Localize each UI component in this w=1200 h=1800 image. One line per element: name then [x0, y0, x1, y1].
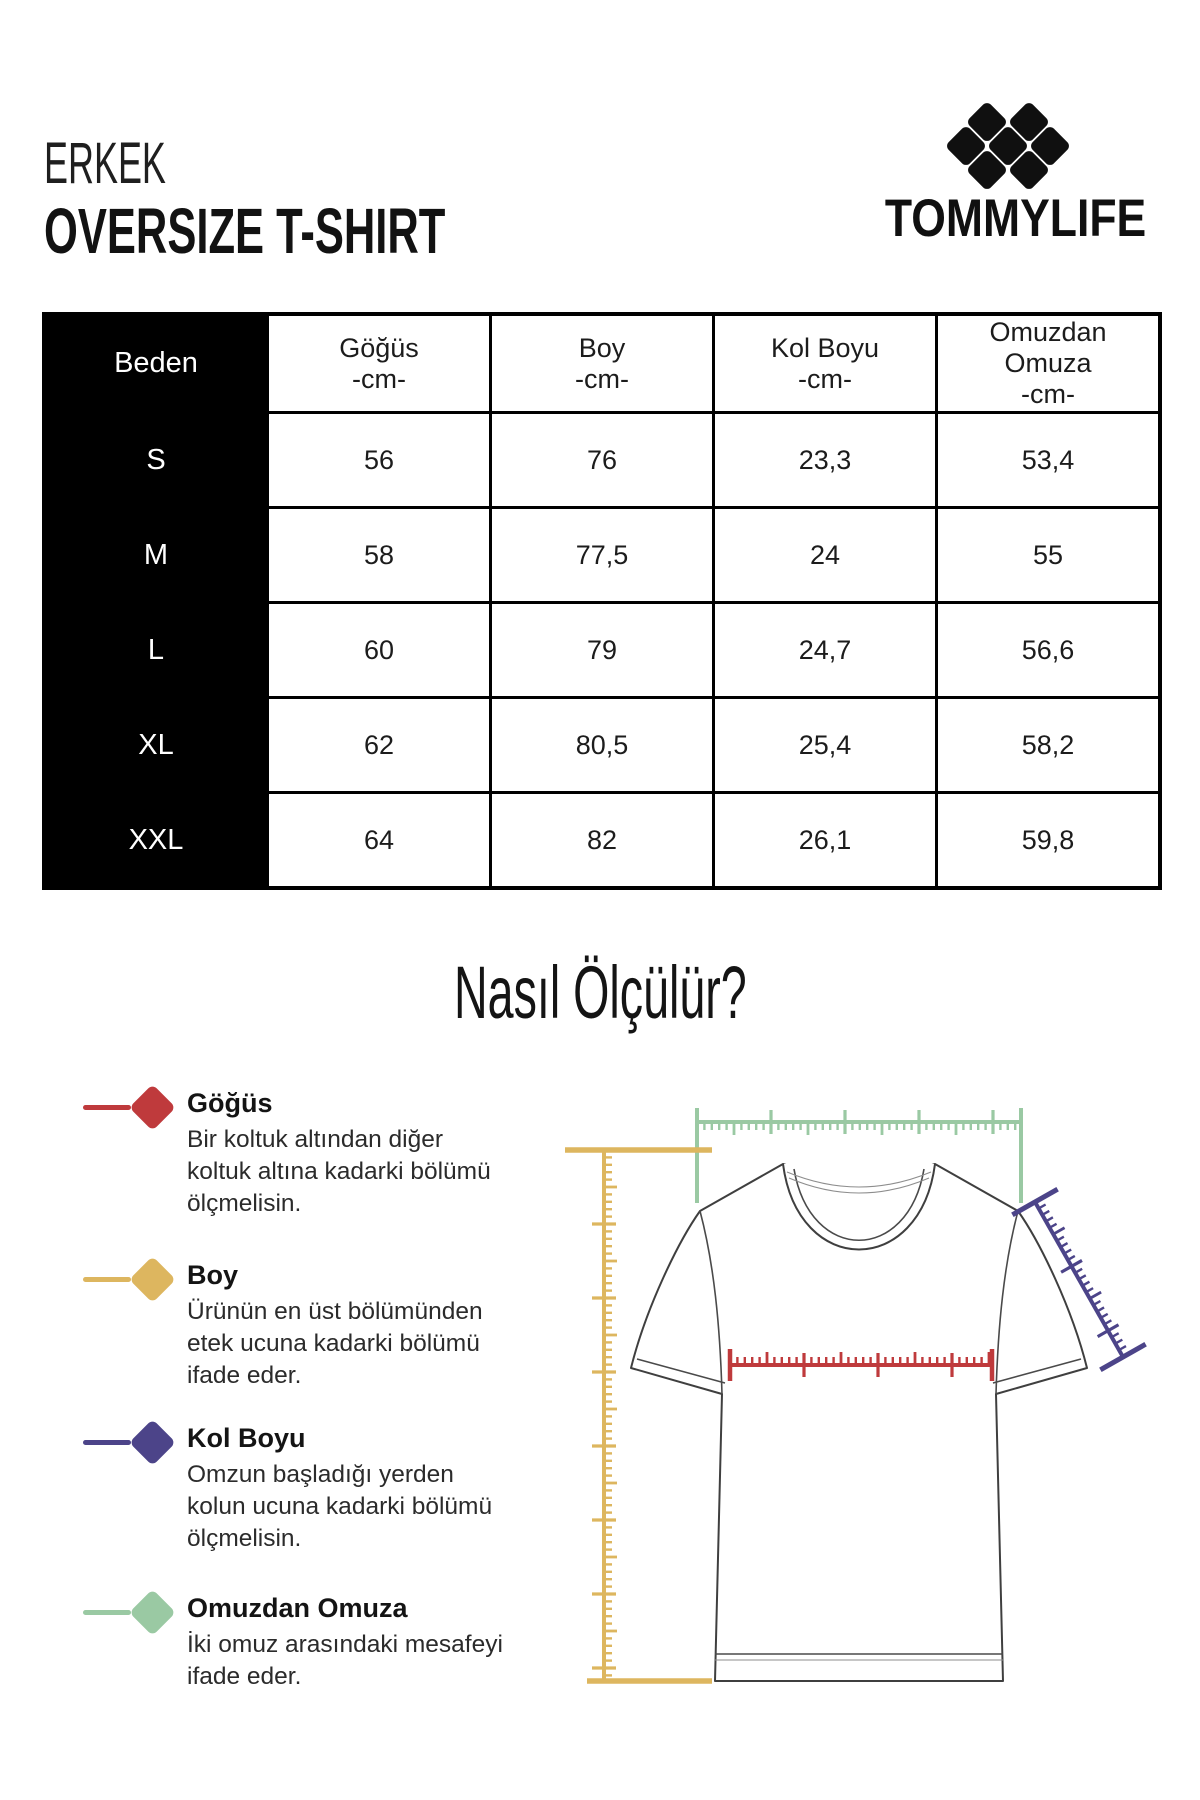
tshirt-measurement-diagram [540, 1080, 1160, 1740]
brand-name-text: TOMMYLIFE [885, 189, 1147, 248]
table-cell: 23,3 [715, 414, 935, 506]
omuzdan-omuza-swatch [75, 1583, 187, 1643]
legend-item-boy [75, 1250, 505, 1392]
table-cell: 62 [269, 699, 489, 791]
table-header-omuzdan-omuza: Omuzdan Omuza -cm- [938, 316, 1158, 411]
table-cell: 55 [938, 509, 1158, 601]
brand-diamond-logo-icon [940, 98, 1080, 194]
table-cell: 56,6 [938, 604, 1158, 696]
legend-description: Bir koltuk altından diğer koltuk altına kadarki bölümü ölçmelisin. [187, 1126, 491, 1217]
table-cell: 25,4 [715, 699, 935, 791]
table-cell: 64 [269, 794, 489, 886]
diamond-icon [129, 1589, 176, 1636]
table-cell: 24 [715, 509, 935, 601]
tshirt-outline [631, 1164, 1087, 1681]
table-header-kol-boyu: Kol Boyu -cm- [715, 316, 935, 411]
gogus-swatch [75, 1078, 187, 1138]
table-cell: 77,5 [492, 509, 712, 601]
legend-title: Göğüs [187, 1088, 273, 1118]
ruler-line-icon [83, 1440, 131, 1445]
table-cell: 76 [492, 414, 712, 506]
table-row-size: XL [46, 699, 266, 791]
table-header-gogus: Göğüs -cm- [269, 316, 489, 411]
table-header-boy: Boy -cm- [492, 316, 712, 411]
table-cell: 80,5 [492, 699, 712, 791]
kol-boyu-swatch [75, 1413, 187, 1473]
table-cell: 53,4 [938, 414, 1158, 506]
category-title [44, 130, 241, 197]
legend-title: Omuzdan Omuza [187, 1593, 408, 1623]
category-title-text: ERKEK [44, 131, 166, 196]
table-cell: 58 [269, 509, 489, 601]
product-title [44, 194, 634, 268]
legend-item-gogus [75, 1078, 505, 1220]
product-title-text: OVERSIZE T-SHIRT [44, 195, 446, 267]
diamond-icon [129, 1419, 176, 1466]
how-to-measure-title: Nasıl Ölçülür? [453, 951, 747, 1034]
legend-description: İki omuz arasındaki mesafeyi ifade eder. [187, 1631, 503, 1690]
table-row-size: XXL [46, 794, 266, 886]
legend-description: Ürünün en üst bölümünden etek ucuna kadarki bölümü ifade eder. [187, 1298, 483, 1389]
ruler-line-icon [83, 1277, 131, 1282]
table-row-size: S [46, 414, 266, 506]
ruler-line-icon [83, 1105, 131, 1110]
ruler-line-icon [83, 1610, 131, 1615]
table-row-size: L [46, 604, 266, 696]
table-header-beden: Beden [46, 316, 266, 411]
table-cell: 59,8 [938, 794, 1158, 886]
brand-name [816, 188, 1200, 249]
diamond-icon [129, 1256, 176, 1303]
legend-item-kol-boyu [75, 1413, 505, 1555]
legend-description: Omzun başladığı yerden kolun ucuna kadarki bölümü ölçmelisin. [187, 1461, 493, 1552]
table-cell: 26,1 [715, 794, 935, 886]
legend-title: Kol Boyu [187, 1423, 306, 1453]
legend-title: Boy [187, 1260, 239, 1290]
diamond-icon [129, 1084, 176, 1131]
table-row-size: M [46, 509, 266, 601]
table-cell: 56 [269, 414, 489, 506]
table-cell: 24,7 [715, 604, 935, 696]
table-cell: 60 [269, 604, 489, 696]
boy-swatch [75, 1250, 187, 1310]
table-cell: 58,2 [938, 699, 1158, 791]
table-cell: 82 [492, 794, 712, 886]
size-table [42, 312, 1162, 890]
legend-item-omuzdan-omuza [75, 1583, 505, 1693]
table-cell: 79 [492, 604, 712, 696]
